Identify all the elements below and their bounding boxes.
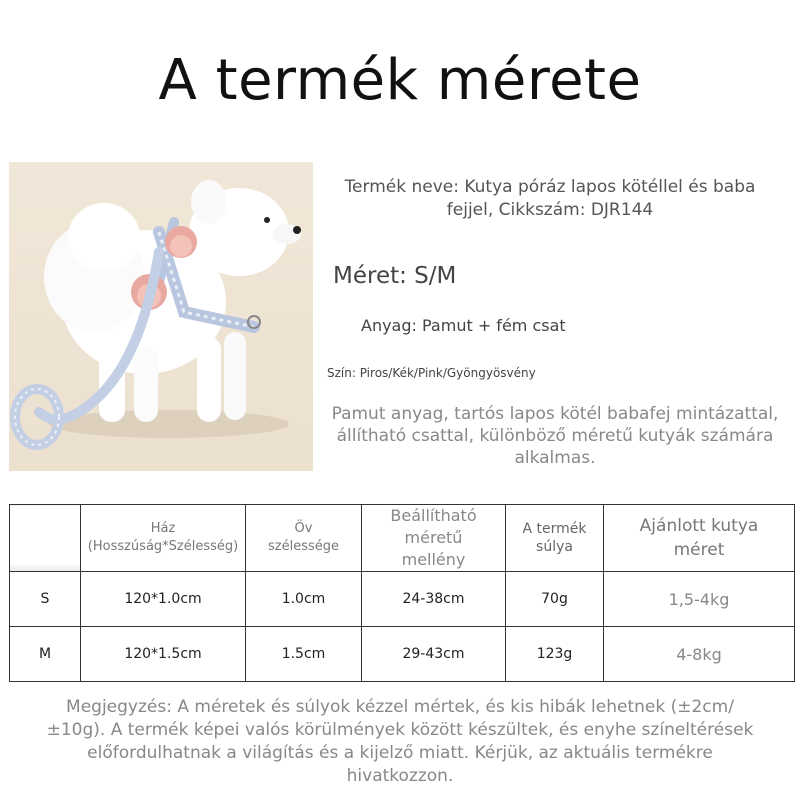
table-cell: 123g: [506, 627, 604, 682]
table-row: [10, 572, 795, 627]
product-photo: [9, 162, 313, 471]
size-table: [9, 504, 795, 682]
table-cell: 120*1.0cm: [81, 572, 246, 627]
table-cell: 4-8kg: [604, 627, 795, 682]
table-header-row: [10, 505, 795, 572]
table-header-cell: [10, 505, 81, 572]
table-header-cell: Beállítható méretű mellény: [362, 505, 506, 572]
dog-harness-illustration: [9, 162, 313, 471]
table-cell: 1.0cm: [246, 572, 362, 627]
product-name: Termék neve: Kutya póráz lapos kötéllel és baba fejjel, Cikkszám: DJR144: [344, 177, 756, 220]
table-cell: 120*1.5cm: [81, 627, 246, 682]
table-header-cell: Öv szélessége: [246, 505, 362, 572]
table-header-cell: A termék súlya: [506, 505, 604, 572]
table-cell: 1,5-4kg: [604, 572, 795, 627]
table-header-cell: Ajánlott kutya méret: [604, 505, 795, 572]
table-cell: 24-38cm: [362, 572, 506, 627]
product-size: Méret: S/M: [333, 263, 457, 289]
page-title: A termék mérete: [158, 48, 642, 113]
table-row: [10, 627, 795, 682]
product-material: Anyag: Pamut + fém csat: [361, 316, 566, 335]
product-color: Szín: Piros/Kék/Pink/Gyöngyösvény: [327, 366, 536, 380]
disclaimer-note: Megjegyzés: A méretek és súlyok kézzel mértek, és kis hibák lehetnek (±2cm/±10g). A termék képei valós körülmények között készültek, és enyhe színeltérések előfordulhatnak a világítás és a kijelző miatt. Kérjük, az aktuális termékre hivatkozzon.: [46, 697, 754, 786]
table-cell: S: [10, 572, 81, 627]
table-header-cell: Ház (Hosszúság*Szélesség): [81, 505, 246, 572]
table-cell: 1.5cm: [246, 627, 362, 682]
table-cell: 29-43cm: [362, 627, 506, 682]
table-cell: 70g: [506, 572, 604, 627]
product-description: Pamut anyag, tartós lapos kötél babafej mintázattal, állítható csattal, különböző méretű kutyák számára alkalmas.: [331, 404, 779, 468]
table-cell: M: [10, 627, 81, 682]
